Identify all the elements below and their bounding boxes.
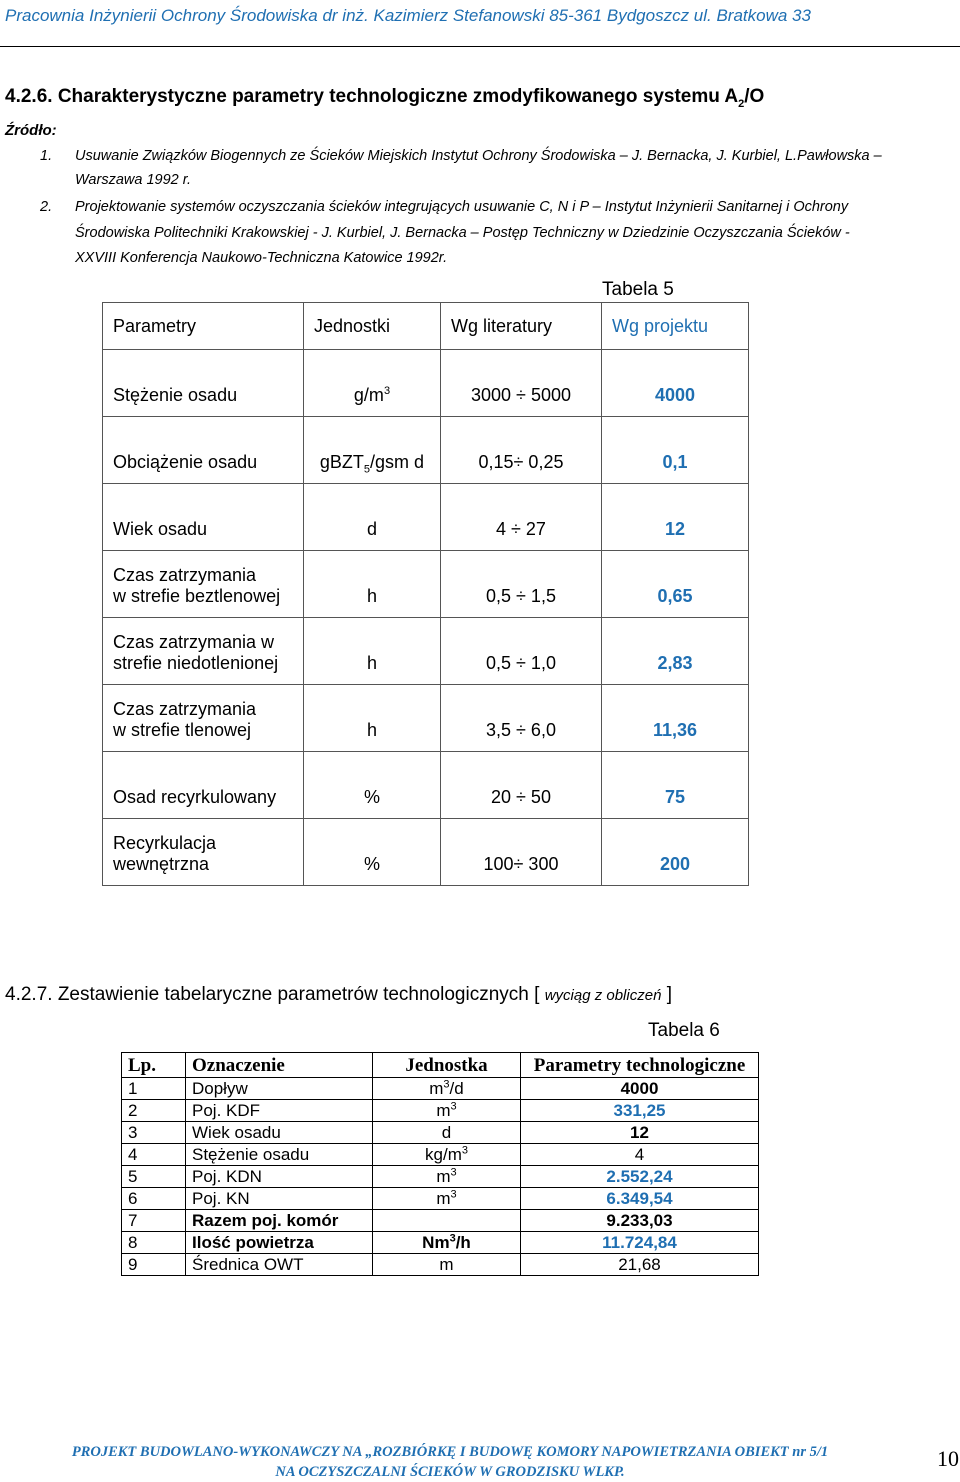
table-row [122,1166,759,1188]
param-literature: 0,5 ÷ 1,0 [441,618,602,685]
param-unit: % [304,819,441,886]
table-row [122,1078,759,1100]
param-project: 4000 [602,350,749,417]
section-4-2-7-title: 4.2.7. Zestawienie tabelaryczne parametrów technologicznych [ wyciąg z obliczeń ] [5,984,672,1005]
section-4-2-6-title: 4.2.6. Charakterystyczne parametry technologiczne zmodyfikowanego systemu $A_2/O$ [5,86,765,110]
column-header-units: Jednostki [304,303,441,350]
param-unit: d [304,484,441,551]
param-project: 0,1 [602,417,749,484]
row-unit: d [373,1122,521,1144]
param-name: Recyrkulacja wewnętrzna [103,819,304,886]
row-value: 21,68 [521,1254,759,1276]
table-row [103,551,749,618]
row-value: 12 [521,1122,759,1144]
param-literature: 3,5 ÷ 6,0 [441,685,602,752]
table-row [122,1188,759,1210]
row-number: 8 [122,1232,186,1254]
row-value: 9.233,03 [521,1210,759,1232]
column-header-lp: Lp. [122,1053,186,1078]
column-header-designation: Oznaczenie [186,1053,373,1078]
column-header-project: Wg projektu [602,303,749,350]
reference-2-line-3: XXVIII Konferencja Naukowo-Techniczna Katowice 1992r. [75,250,448,266]
table-row [103,618,749,685]
param-name: Czas zatrzymania w strefie beztlenowej [103,551,304,618]
row-number: 7 [122,1210,186,1232]
param-name: Czas zatrzymania w strefie tlenowej [103,685,304,752]
param-unit: h [304,618,441,685]
column-header-unit: Jednostka [373,1053,521,1078]
param-literature: 0,5 ÷ 1,5 [441,551,602,618]
reference-2-line-2: Środowiska Politechniki Krakowskiej - J. Kurbiel, J. Bernacka – Postęp Techniczny w Dziedzinie Oczyszczania Ścieków - [75,225,850,241]
reference-1-number: 1. [40,148,53,164]
header-divider [0,46,960,47]
reference-2-number: 2. [40,199,53,215]
row-designation: Stężenie osadu [186,1144,373,1166]
row-designation: Poj. KDF [186,1100,373,1122]
param-project: 75 [602,752,749,819]
table-row [122,1144,759,1166]
param-name: Obciążenie osadu [103,417,304,484]
param-literature: 0,15÷ 0,25 [441,417,602,484]
row-value: 4 [521,1144,759,1166]
param-unit: h [304,685,441,752]
table-header-row [122,1053,759,1078]
param-unit: gBZT$_5$/gsm d [304,417,441,484]
row-unit: $m^3$ [373,1100,521,1122]
source-label: Źródło: [5,122,57,139]
param-project: 12 [602,484,749,551]
param-project: 0,65 [602,551,749,618]
param-literature: 100÷ 300 [441,819,602,886]
row-designation: Poj. KDN [186,1166,373,1188]
row-designation: Razem poj. komór [186,1210,373,1232]
row-designation: Średnica OWT [186,1254,373,1276]
param-literature: 4 ÷ 27 [441,484,602,551]
column-header-values: Parametry technologiczne [521,1053,759,1078]
row-unit: $m^3$ [373,1188,521,1210]
param-project: 2,83 [602,618,749,685]
row-value: 2.552,24 [521,1166,759,1188]
row-number: 4 [122,1144,186,1166]
param-unit: h [304,551,441,618]
table-row [103,685,749,752]
param-name: Czas zatrzymania w strefie niedotlenionej [103,618,304,685]
reference-1-line-2: Warszawa 1992 r. [75,172,192,188]
table-row [122,1254,759,1276]
row-designation: Wiek osadu [186,1122,373,1144]
row-designation: Dopływ [186,1078,373,1100]
table-row [103,417,749,484]
footer-line-1: PROJEKT BUDOWLANO-WYKONAWCZY NA „ROZBIÓRKĘ I BUDOWĘ KOMORY NAPOWIETRZANIA OBIEKT nr 5/1 [71,1444,829,1460]
row-unit: $m^3/d$ [373,1078,521,1100]
row-unit: Nm$^3$/h [373,1232,521,1254]
footer-line-2: NA OCZYSZCZALNI ŚCIEKÓW W GRODZISKU WLKP. [275,1464,625,1480]
row-value: 11.724,84 [521,1232,759,1254]
row-unit: $kg/m^3$ [373,1144,521,1166]
param-literature: 20 ÷ 50 [441,752,602,819]
row-value: 4000 [521,1078,759,1100]
parameters-table [102,302,749,886]
row-designation: Poj. KN [186,1188,373,1210]
table-row [122,1210,759,1232]
row-number: 3 [122,1122,186,1144]
table-row [103,752,749,819]
table-5-label: Tabela 5 [602,279,674,300]
table-row [103,350,749,417]
row-unit: m [373,1254,521,1276]
column-header-literature: Wg literatury [441,303,602,350]
row-number: 9 [122,1254,186,1276]
table-row [122,1232,759,1254]
param-name: Osad recyrkulowany [103,752,304,819]
param-literature: 3000 ÷ 5000 [441,350,602,417]
row-number: 2 [122,1100,186,1122]
column-header-parameters: Parametry [103,303,304,350]
table-row [103,819,749,886]
reference-2-line-1: Projektowanie systemów oczyszczania ścieków integrujących usuwanie C, N i P – Instytut Inżynierii Sanitarnej i Ochrony [75,199,849,215]
row-unit [373,1210,521,1232]
row-number: 1 [122,1078,186,1100]
table-row [122,1100,759,1122]
param-name: Wiek osadu [103,484,304,551]
table-6-label: Tabela 6 [648,1020,720,1041]
param-name: Stężenie osadu [103,350,304,417]
row-value: 331,25 [521,1100,759,1122]
table-header-row [103,303,749,350]
row-value: 6.349,54 [521,1188,759,1210]
param-unit: % [304,752,441,819]
table-row [122,1122,759,1144]
row-number: 5 [122,1166,186,1188]
page-header: Pracownia Inżynierii Ochrony Środowiska dr inż. Kazimierz Stefanowski 85-361 Bydgoszcz ul. Bratkowa 33 [5,6,811,25]
row-number: 6 [122,1188,186,1210]
param-project: 200 [602,819,749,886]
param-project: 11,36 [602,685,749,752]
row-designation: Ilość powietrza [186,1232,373,1254]
page-number: 10 [937,1446,959,1471]
row-unit: $m^3$ [373,1166,521,1188]
reference-1-line-1: Usuwanie Związków Biogennych ze Ścieków Miejskich Instytut Ochrony Środowiska – J. Bernacka, J. Kurbiel, L.Pawłowska – [75,148,882,164]
table-row [103,484,749,551]
technological-parameters-table [121,1052,759,1276]
param-unit: $g/m^3$ [304,350,441,417]
